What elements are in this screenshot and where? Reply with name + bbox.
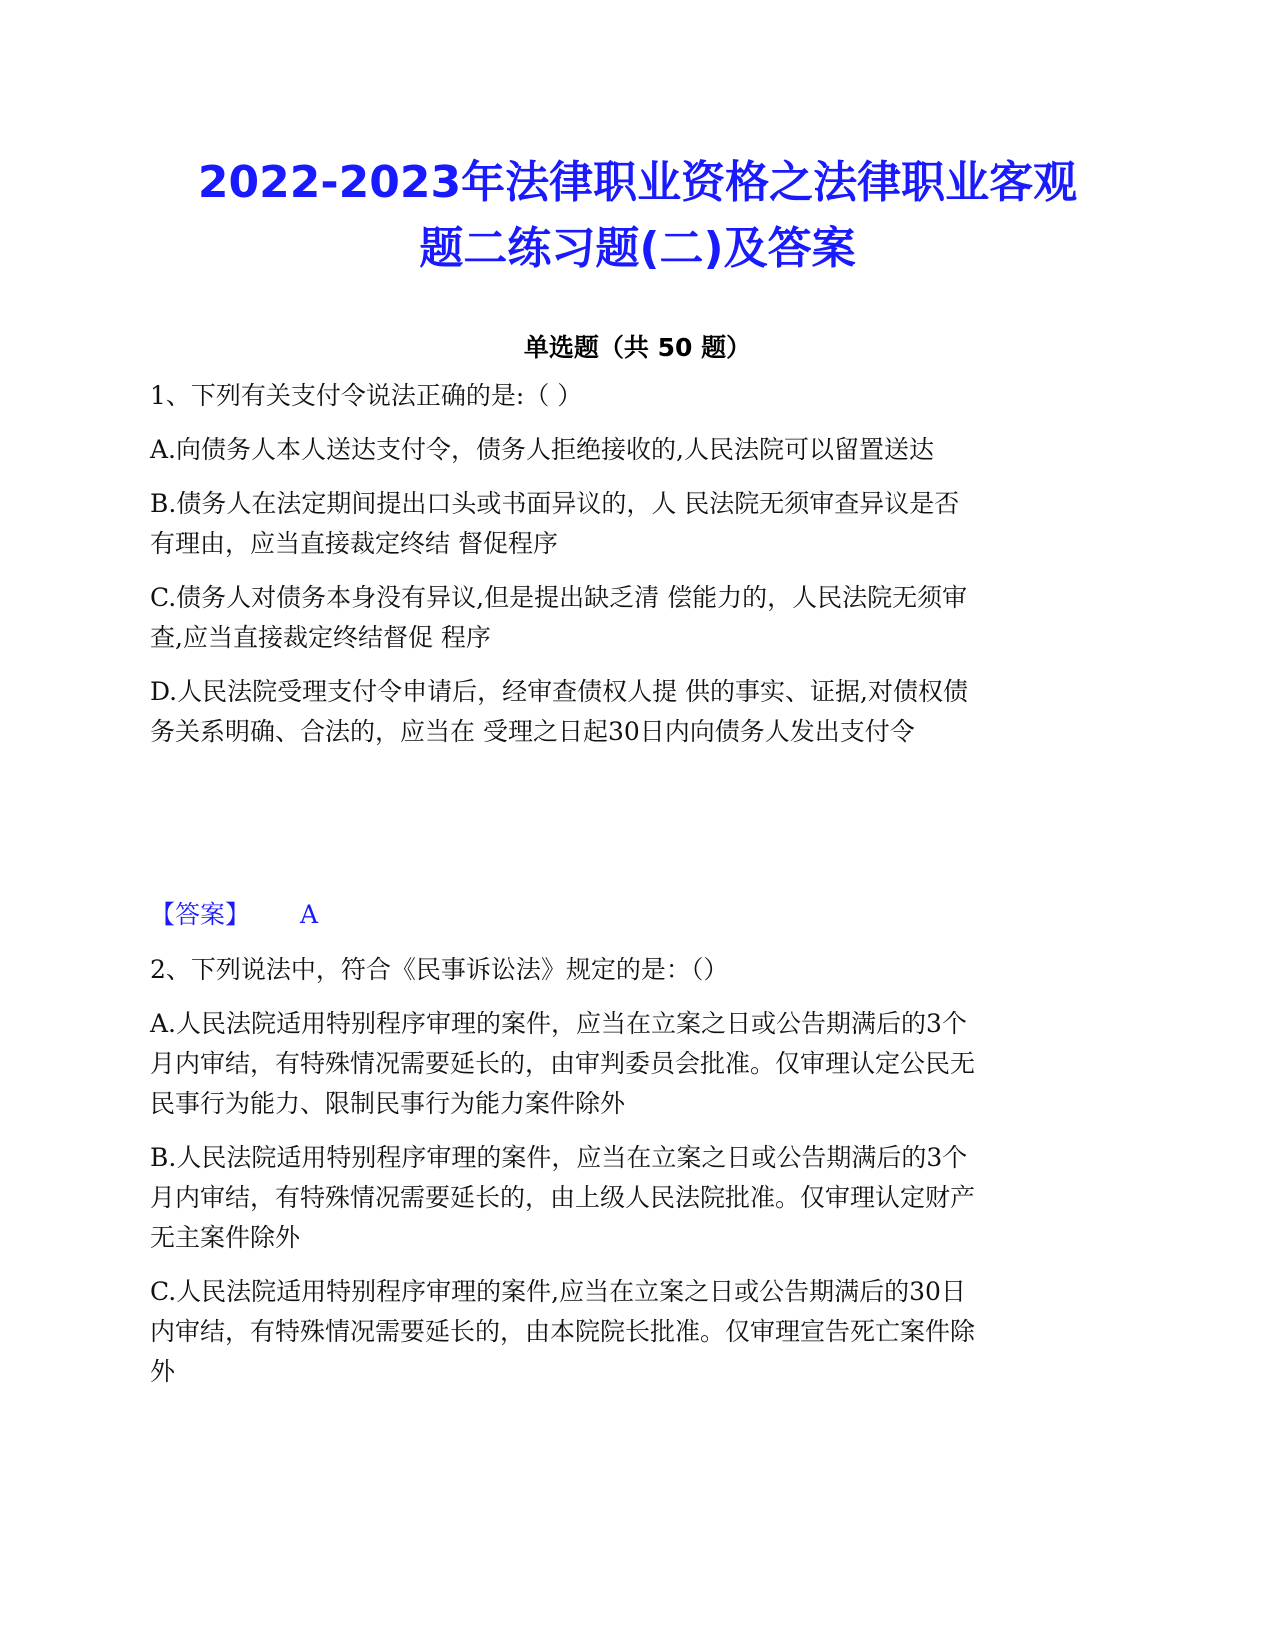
question-1-option-a: A.向债务人本人送达支付令，债务人拒绝接收的,人民法院可以留置送达 bbox=[150, 435, 934, 464]
question-1-answer bbox=[150, 895, 318, 935]
question-2-option-b: B.人民法院适用特别程序审理的案件，应当在立案之日或公告期满后的3个 月内审结，有特殊情况需要延长的，由上级人民法院批准。仅审理认定财产 无主案件除外 bbox=[150, 1143, 976, 1252]
document-title bbox=[140, 150, 1135, 282]
question-2-stem: 2、下列说法中，符合《民事诉讼法》规定的是：（） bbox=[150, 955, 729, 984]
question-1-option-b: B.债务人在法定期间提出口头或书面异议的，人 民法院无须审查异议是否 有理由，应当直接裁定终结 督促程序 bbox=[150, 489, 960, 558]
answer-value: A bbox=[300, 900, 319, 929]
question-1-option-d: D.人民法院受理支付令申请后，经审查债权人提 供的事实、证据,对债权债 务关系明确、合法的，应当在 受理之日起30日内向债务人发出支付令 bbox=[150, 677, 968, 746]
question-1-stem: 1、下列有关支付令说法正确的是:（ ） bbox=[150, 381, 583, 410]
title-line-2: 题二练习题(二)及答案 bbox=[419, 223, 856, 274]
question-1-option-c: C.债务人对债务本身没有异议,但是提出缺乏清 偿能力的，人民法院无须审 查,应当直接裁定终结督促 程序 bbox=[150, 583, 968, 652]
question-2-option-a: A.人民法院适用特别程序审理的案件，应当在立案之日或公告期满后的3个 月内审结，有特殊情况需要延长的，由审判委员会批准。仅审理认定公民无 民事行为能力、限制民事行为能力案件除外 bbox=[150, 1009, 976, 1118]
title-line-1: 2022-2023年法律职业资格之法律职业客观 bbox=[197, 157, 1078, 208]
question-2-option-c: C.人民法院适用特别程序审理的案件,应当在立案之日或公告期满后的30日 内审结，有特殊情况需要延长的，由本院院长批准。仅审理宣告死亡案件除 外 bbox=[150, 1277, 976, 1386]
answer-label: 【答案】 bbox=[150, 900, 251, 929]
section-heading: 单选题（共 50 题） bbox=[523, 333, 752, 362]
